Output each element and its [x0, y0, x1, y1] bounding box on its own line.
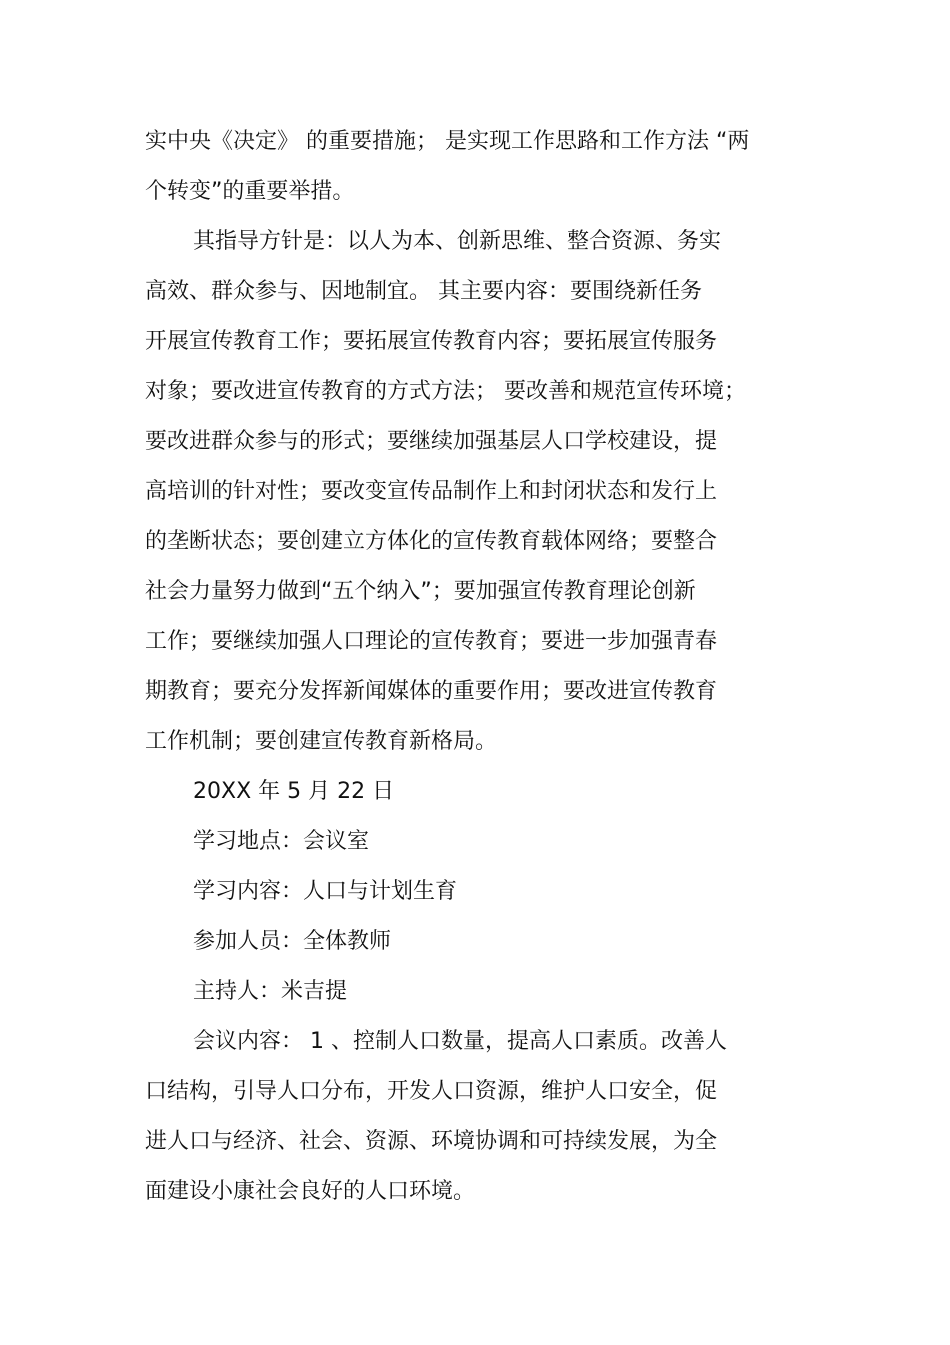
text-line: 高效、群众参与、因地制宜。 其主要内容：要围绕新任务 [145, 279, 702, 304]
text-line: 实中央《决定》 的重要措施； 是实现工作思路和工作方法 “两 [145, 129, 750, 154]
text-line: 工作；要继续加强人口理论的宣传教育；要进一步加强青春 [145, 629, 718, 654]
meeting-content-first-line: 会议内容： 1 、控制人口数量，提高人口素质。改善人 [193, 1029, 727, 1054]
text-line: 要改进群众参与的形式；要继续加强基层人口学校建设，提 [145, 429, 718, 454]
text-line: 面建设小康社会良好的人口环境。 [145, 1179, 476, 1204]
meeting-date: 20XX 年 5 月 22 日 [193, 779, 395, 804]
meeting-topic: 学习内容：人口与计划生育 [193, 879, 458, 904]
text-line: 开展宣传教育工作；要拓展宣传教育内容；要拓展宣传服务 [145, 329, 718, 354]
text-line: 高培训的针对性；要改变宣传品制作上和封闭状态和发行上 [145, 479, 718, 504]
text-line: 进人口与经济、社会、资源、环境协调和可持续发展，为全 [145, 1129, 718, 1154]
text-line: 工作机制；要创建宣传教育新格局。 [145, 729, 498, 754]
text-line: 个转变”的重要举措。 [145, 179, 355, 204]
meeting-location: 学习地点：会议室 [193, 829, 370, 854]
paragraph-first-line: 其指导方针是：以人为本、创新思维、整合资源、务实 [193, 229, 722, 254]
text-line: 的垄断状态；要创建立方体化的宣传教育载体网络；要整合 [145, 529, 718, 554]
meeting-participants: 参加人员：全体教师 [193, 929, 392, 954]
meeting-host: 主持人：米吉提 [193, 979, 348, 1004]
text-line: 社会力量努力做到“五个纳入”；要加强宣传教育理论创新 [145, 579, 696, 604]
text-line: 口结构，引导人口分布，开发人口资源，维护人口安全，促 [145, 1079, 718, 1104]
text-line: 对象；要改进宣传教育的方式方法； 要改善和规范宣传环境； [145, 379, 746, 404]
text-line: 期教育；要充分发挥新闻媒体的重要作用；要改进宣传教育 [145, 679, 718, 704]
